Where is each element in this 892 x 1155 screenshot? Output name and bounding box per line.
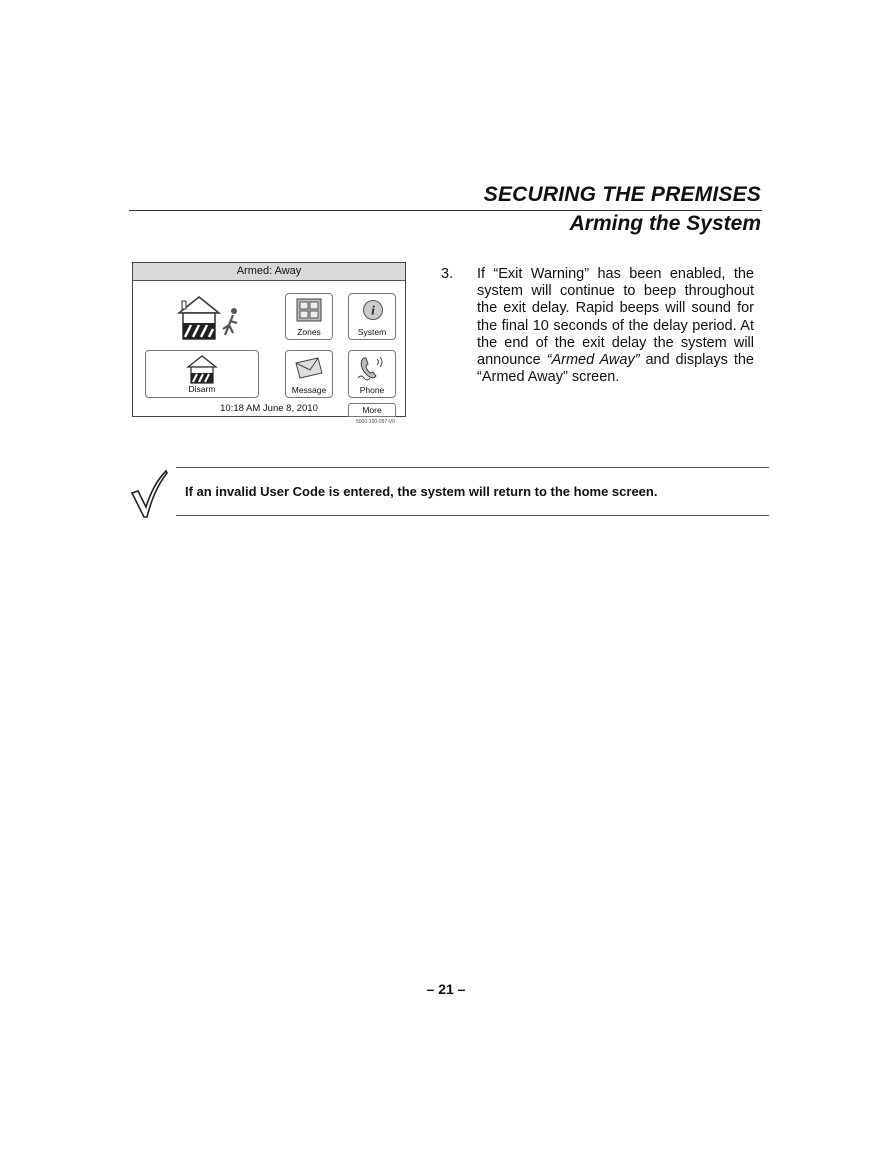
more-label: More (362, 405, 382, 415)
armed-away-house-icon (173, 293, 253, 343)
note-divider-bottom (176, 515, 769, 516)
info-icon (362, 299, 384, 321)
step-emphasis: “Armed Away” (546, 352, 640, 369)
phone-icon (356, 354, 388, 382)
message-button[interactable] (285, 350, 333, 398)
figure-code: 5000-100-057-V0 (356, 419, 395, 425)
disarm-house-icon (186, 354, 218, 384)
system-button[interactable] (348, 293, 396, 340)
page-number: – 21 – (426, 981, 466, 997)
subsection-title: Arming the System (569, 212, 761, 235)
status-bar: Armed: Away (133, 263, 405, 281)
zones-button[interactable] (285, 293, 333, 340)
zones-icon (296, 298, 322, 322)
phone-label: Phone (359, 385, 385, 395)
keypad-screen-figure (132, 262, 406, 417)
system-label: System (357, 327, 387, 337)
date-time-display: 10:18 AM June 8, 2010 (220, 403, 318, 414)
step-number: 3. (441, 266, 454, 282)
phone-button[interactable] (348, 350, 396, 398)
step-text-part-2: and displays the “Armed Away” screen. (477, 352, 754, 386)
disarm-button[interactable] (145, 350, 259, 398)
section-title: SECURING THE PREMISES (483, 183, 761, 206)
title-divider (129, 210, 762, 211)
note-text: If an invalid User Code is entered, the system will return to the home screen. (185, 484, 658, 499)
message-label: Message (291, 385, 327, 395)
note-divider-top (176, 467, 769, 468)
zones-label: Zones (297, 327, 321, 337)
step-text-part-1: If “Exit Warning” has been enabled, the system will continue to beep throughout the exit delay. Rapid beeps will sound for the final 10 seconds of the delay period. At the end of the exit delay the system will announce (477, 266, 754, 369)
step-text (477, 266, 754, 386)
disarm-label: Disarm (188, 384, 216, 394)
envelope-icon (294, 357, 324, 379)
checkmark-icon (129, 467, 169, 519)
svg-text:i: i (371, 302, 375, 318)
